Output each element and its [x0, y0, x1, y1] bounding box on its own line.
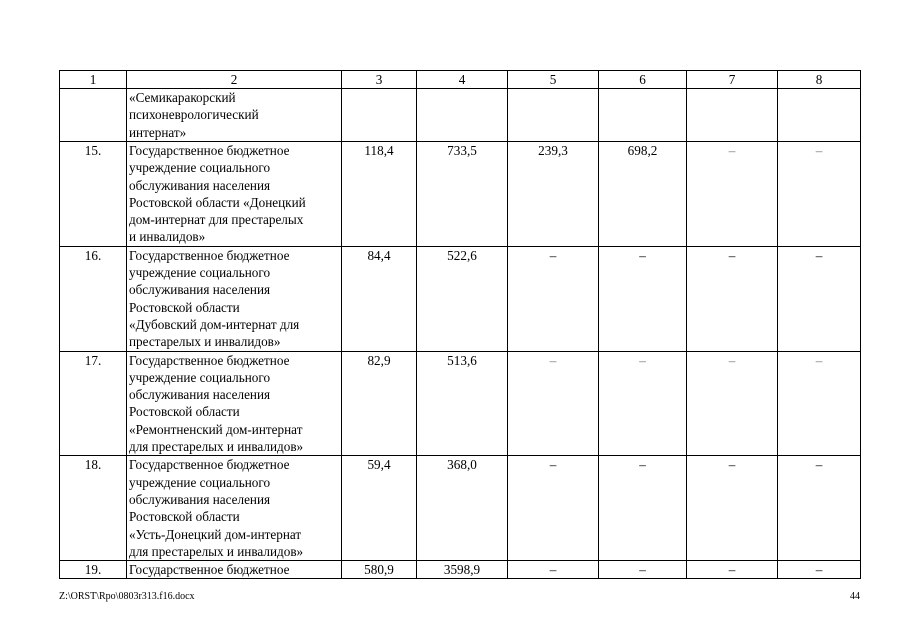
- cell-col-4: [417, 89, 508, 142]
- table-header-row: [60, 71, 861, 89]
- cell-col-8: –: [778, 351, 861, 456]
- name-line: Ростовской области: [129, 299, 240, 315]
- name-line: «Дубовский дом-интернат для: [129, 316, 300, 332]
- cell-col-7: –: [687, 561, 778, 579]
- header-col-5: 5: [508, 71, 599, 89]
- cell-col-8: –: [778, 456, 861, 561]
- institution-name: [127, 142, 342, 247]
- cell-col-5: –: [508, 561, 599, 579]
- table-row: [60, 456, 861, 561]
- cell-col-7: –: [687, 142, 778, 247]
- cell-col-3: 59,4: [342, 456, 417, 561]
- cell-col-5: –: [508, 456, 599, 561]
- header-col-1: 1: [60, 71, 127, 89]
- name-line: престарелых и инвалидов»: [129, 334, 281, 350]
- name-line: Государственное бюджетное: [129, 562, 290, 578]
- name-line: обслуживания населения: [129, 491, 271, 507]
- institution-name: [127, 89, 342, 142]
- name-line: Государственное бюджетное: [129, 247, 290, 263]
- name-line: Государственное бюджетное: [129, 143, 290, 158]
- footer-file-path: Z:\ORST\Rpo\0803r313.f16.docx: [59, 591, 195, 602]
- header-col-7: 7: [687, 71, 778, 89]
- header-col-6: 6: [599, 71, 687, 89]
- cell-col-4: 368,0: [417, 456, 508, 561]
- name-line: Ростовской области: [129, 509, 240, 525]
- table-row: [60, 561, 861, 579]
- table-row: [60, 351, 861, 456]
- row-number: 18.: [60, 456, 127, 561]
- row-number: 19.: [60, 561, 127, 579]
- name-line: учреждение социального: [129, 160, 271, 176]
- cell-col-6: [599, 89, 687, 142]
- name-line: для престарелых и инвалидов»: [129, 439, 304, 455]
- institution-name: [127, 351, 342, 456]
- name-line: и инвалидов»: [129, 229, 206, 245]
- cell-col-8: –: [778, 142, 861, 247]
- name-line: обслуживания населения: [129, 387, 271, 403]
- name-line: учреждение социального: [129, 369, 271, 385]
- header-col-3: 3: [342, 71, 417, 89]
- cell-col-6: –: [599, 351, 687, 456]
- cell-col-6: 698,2: [599, 142, 687, 247]
- cell-col-5: 239,3: [508, 142, 599, 247]
- cell-col-3: 84,4: [342, 246, 417, 351]
- name-line: «Усть-Донецкий дом-интернат: [129, 526, 302, 542]
- name-line: дом-интернат для престарелых: [129, 212, 304, 228]
- cell-col-8: –: [778, 561, 861, 579]
- cell-col-4: 513,6: [417, 351, 508, 456]
- cell-col-4: 522,6: [417, 246, 508, 351]
- cell-col-5: [508, 89, 599, 142]
- data-table: [59, 70, 861, 579]
- name-line: обслуживания населения: [129, 177, 271, 193]
- name-line: интернат»: [129, 124, 187, 140]
- name-line: «Ремонтненский дом-интернат: [129, 421, 303, 437]
- name-line: обслуживания населения: [129, 282, 271, 298]
- cell-col-6: –: [599, 246, 687, 351]
- cell-col-7: –: [687, 456, 778, 561]
- institution-name: [127, 561, 342, 579]
- cell-col-4: 733,5: [417, 142, 508, 247]
- row-number: [60, 89, 127, 142]
- table-row: [60, 142, 861, 247]
- row-number: 17.: [60, 351, 127, 456]
- name-line: учреждение социального: [129, 265, 271, 281]
- cell-col-6: –: [599, 456, 687, 561]
- name-line: учреждение социального: [129, 474, 271, 490]
- name-line: Государственное бюджетное: [129, 457, 290, 473]
- cell-col-8: [778, 89, 861, 142]
- cell-col-7: –: [687, 246, 778, 351]
- cell-col-3: 82,9: [342, 351, 417, 456]
- institution-name: [127, 456, 342, 561]
- name-line: «Семикаракорский: [129, 90, 236, 105]
- table-row: [60, 89, 861, 142]
- cell-col-3: [342, 89, 417, 142]
- header-col-8: 8: [778, 71, 861, 89]
- cell-col-8: –: [778, 246, 861, 351]
- cell-col-4: 3598,9: [417, 561, 508, 579]
- row-number: 15.: [60, 142, 127, 247]
- name-line: Ростовской области: [129, 404, 240, 420]
- cell-col-7: –: [687, 351, 778, 456]
- table-row: [60, 246, 861, 351]
- institution-name: [127, 246, 342, 351]
- name-line: для престарелых и инвалидов»: [129, 543, 304, 559]
- cell-col-6: –: [599, 561, 687, 579]
- cell-col-7: [687, 89, 778, 142]
- header-col-4: 4: [417, 71, 508, 89]
- name-line: психоневрологический: [129, 107, 259, 123]
- cell-col-3: 118,4: [342, 142, 417, 247]
- cell-col-5: –: [508, 246, 599, 351]
- name-line: Ростовской области «Донецкий: [129, 194, 306, 210]
- cell-col-3: 580,9: [342, 561, 417, 579]
- name-line: Государственное бюджетное: [129, 352, 290, 368]
- cell-col-5: –: [508, 351, 599, 456]
- header-col-2: 2: [127, 71, 342, 89]
- page-number: 44: [850, 591, 860, 602]
- row-number: 16.: [60, 246, 127, 351]
